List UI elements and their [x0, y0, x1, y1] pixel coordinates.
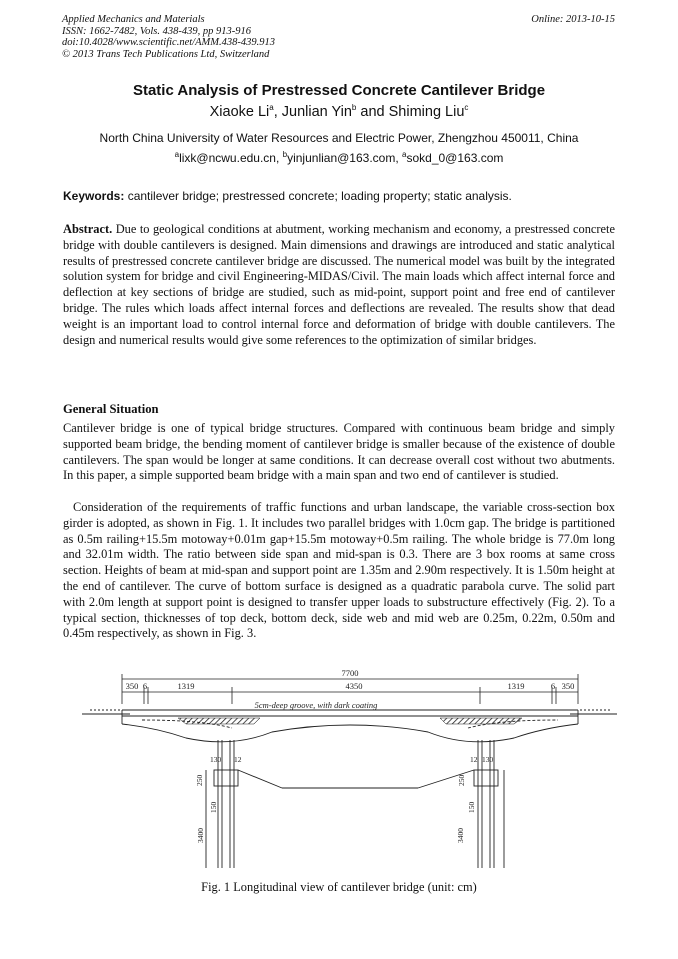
journal-header [62, 14, 275, 60]
left-gap-label: 6 [142, 681, 148, 691]
cap-height-left: 250 [195, 774, 204, 786]
email-sup: b [282, 150, 288, 159]
keywords-text: cantilever bridge; prestressed concrete; loading property; static analysis. [124, 189, 512, 203]
pier-width-right: 150 [467, 801, 476, 813]
bridge-drawing-figure [82, 658, 617, 880]
abstract-label: Abstract. [63, 222, 113, 236]
keywords [63, 189, 615, 203]
author-sup: b [351, 103, 357, 113]
pier-height-right: 3400 [456, 828, 465, 843]
paper-title: Static Analysis of Prestressed Concrete Cantilever Bridge [132, 82, 546, 99]
girder-soffit [122, 724, 578, 742]
bearing-right: 12 [470, 755, 478, 764]
issn-line: ISSN: 1662-7482, Vols. 438-439, pp 913-916 [62, 25, 251, 37]
email-address[interactable]: yinjunlian@163.com [287, 151, 396, 165]
cap-width-left: 130 [210, 755, 222, 764]
left-end-label: 350 [125, 681, 139, 691]
author-list [0, 104, 678, 120]
author-sup: a [269, 103, 274, 113]
body-paragraph: Cantilever bridge is one of typical bridge structures. Compared with continuous beam bridge and simply supported beam bridge, the bending moment of cantilever bridge is smaller because of the existence of double cantilevers. The span would be longer at same conditions. It can decrease overall cost without two abutments. In this paper, a simple supported beam bridge with a main span and two end of cantilever is studied. [63, 421, 615, 483]
author-sup: c [464, 103, 469, 113]
email-list [0, 151, 678, 165]
email-address[interactable]: lixk@ncwu.edu.cn [179, 151, 276, 165]
email-separator: , [395, 151, 403, 165]
abstract [63, 222, 615, 348]
groove-note: 5cm-deep groove, with dark coating [254, 700, 378, 710]
affiliation: North China University of Water Resources and Electric Power, Zhengzhou 450011, China [99, 131, 579, 145]
online-date: Online: 2013-10-15 [531, 14, 615, 25]
author-separator: and [356, 104, 389, 120]
cap-height-right: 250 [457, 774, 466, 786]
email-sup: a [402, 150, 407, 159]
email-sup: a [174, 150, 180, 159]
email-address[interactable]: sokd_0@163.com [406, 151, 504, 165]
section-heading: General Situation [63, 402, 159, 416]
email-separator: , [275, 151, 283, 165]
body-paragraph: Consideration of the requirements of traffic functions and urban landscape, the variable cross-section box girder is adopted, as shown in Fig. 1. It includes two parallel bridges with 1.0cm gap. The bridge is partitioned as 0.5m railing+15.5m motoway+0.01m gap+15.5m motoway+0.5m railing. The whole bridge is 77.0m long and 32.01m width. The ratio between side span and mid-span is 0.3. There are 3 box rooms at same cross section. Heights of beam at mid-span and support point are 1.35m and 2.90m respectively. It is 1.50m height at the end of cantilever. The curve of bottom surface is designed as a quadratic parabola curve. The solid part with 2.0m length at support point is designed to transfer upper loads to substructure effectively (Fig. 2). To a typical section, thicknesses of top deck, bottom deck, side web and mid web are 0.25m, 0.22m, 0.50m and 0.45m respectively, as shown in Fig. 3. [63, 500, 615, 641]
left-cantilever-label: 1319 [177, 681, 195, 691]
figure-caption: Fig. 1 Longitudinal view of cantilever bridge (unit: cm) [201, 880, 477, 894]
left-dark-coating [178, 718, 260, 724]
main-span-label: 4350 [345, 681, 363, 691]
author-separator: , [273, 104, 282, 120]
total-length-label: 7700 [341, 668, 359, 678]
keywords-label: Keywords: [63, 189, 125, 203]
cap-width-right: 130 [482, 755, 494, 764]
author-name: Xiaoke Li [209, 104, 270, 120]
journal-name: Applied Mechanics and Materials [62, 14, 205, 25]
ground-slope-left [238, 770, 282, 788]
pier-width-left: 150 [209, 801, 218, 813]
right-gap-label: 6 [550, 681, 556, 691]
right-dark-coating [440, 718, 522, 724]
bearing-left: 12 [234, 755, 242, 764]
right-cantilever-label: 1319 [507, 681, 525, 691]
copyright-line: © 2013 Trans Tech Publications Ltd, Switzerland [62, 48, 270, 60]
author-name: Shiming Liu [388, 104, 465, 120]
abstract-text: Due to geological conditions at abutment, working mechanism and economy, a prestressed concrete bridge with double cantilevers is designed. Main dimensions and drawings are introduced and static analytical results of prestressed concrete cantilever bridge are discussed. The numerical model was built by the integrated solution system for bridge and civil Engineering-MIDAS/Civil. The main loads which affect internal force and deflection at key sections of bridge are studied, such as mid-point, support point and free end of cantilever bridge. The rules which loads affect internal forces and deflections are revealed. The results show that dead weight is an important load to control internal force and deformation of bridge with double cantilevers. The design and numerical results would give some references to the optimization of similar bridges. [63, 222, 615, 347]
pier-height-left: 3400 [196, 828, 205, 843]
author-name: Junlian Yin [281, 104, 352, 120]
right-end-label: 350 [561, 681, 575, 691]
doi-line: doi:10.4028/www.scientific.net/AMM.438-439.913 [62, 37, 275, 48]
